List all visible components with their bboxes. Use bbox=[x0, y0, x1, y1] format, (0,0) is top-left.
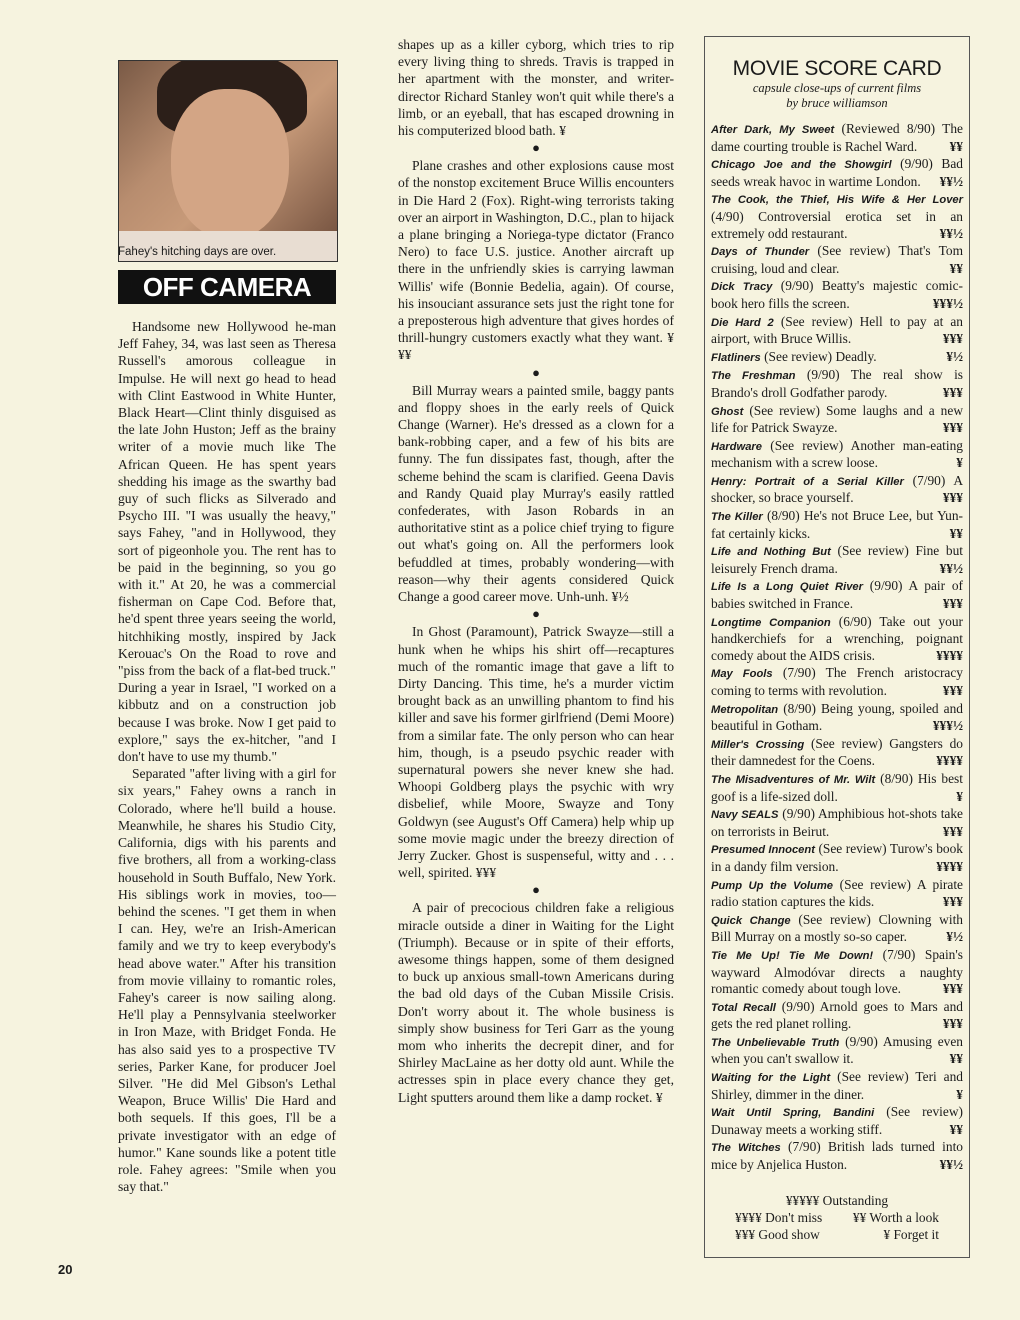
scorecard-entry bbox=[711, 1069, 963, 1103]
entry-text: (7/90) A shocker, so brace yourself. bbox=[711, 472, 963, 506]
entry-text: (8/90) He's not Bruce Lee, but Yun-fat certainly kicks. bbox=[711, 508, 963, 541]
entry-text: (9/90) Amphibious hot-shots take on terrorists in Beirut. bbox=[711, 806, 964, 839]
entry-title: Chicago Joe and the Showgirl bbox=[711, 159, 892, 172]
entry-rating: ¥¥½ bbox=[939, 1157, 963, 1173]
entry-text: (7/90) Spain's wayward Almodóvar directs a naughty romantic comedy about tough love. bbox=[711, 946, 963, 997]
scorecard-entry bbox=[711, 438, 963, 472]
entry-title: Life Is a Long Quiet River bbox=[711, 581, 864, 594]
entry-text: (See review) That's Tom cruising, loud and clear. bbox=[711, 243, 963, 276]
entry-rating: ¥¥¥¥ bbox=[936, 858, 963, 874]
entry-title: Days of Thunder bbox=[711, 246, 810, 259]
scorecard-entry bbox=[711, 1104, 963, 1138]
entry-rating: ¥¥½ bbox=[939, 173, 963, 189]
entry-title: After Dark, My Sweet bbox=[711, 124, 835, 136]
entry-title: Henry: Portrait of a Serial Killer bbox=[711, 475, 904, 488]
entry-text: (See review) Gangsters do their damnedest for the Coens. bbox=[711, 735, 963, 769]
entry-text: (9/90) A pair of babies switched in France. bbox=[711, 578, 963, 612]
entry-rating: ¥¥¥ bbox=[942, 596, 963, 612]
entry-text: (9/90) Amusing even when you can't swallow it. bbox=[711, 1033, 963, 1067]
photo-face bbox=[171, 89, 289, 239]
scorecard-entry bbox=[711, 314, 963, 348]
entry-title: Total Recall bbox=[711, 1001, 776, 1014]
entry-rating: ¥¥¥ bbox=[942, 823, 963, 839]
article-paragraph: Separated "after living with a girl for six years," Fahey owns a ranch in Colorado, where he'll build a house. Meanwhile, he shares his Studio City, California, digs with his parents and five brothers, all from a working-class household in South Buffalo, New York. His siblings work in movies, too—behind the scenes. "I get them in when I can. Hey, we're an Irish-American family and we try to keep everybody's head above water." After his transition from movie villainy to romantic roles, Fahey's career is now sailing along. He'll play a Pennsylvania steelworker in Iron Maze, with Bridget Fonda. He has also said yes to a prospective TV series, Parker Kane, for producer Joel Silver. "He did Mel Gibson's Lethal Weapon, Bruce Willis' Die Hard and both sequels. If this goes, I'll be a private investigator with an edge of humor." Kane sounds like a potent title role. Fahey agrees: "Smile when you say that." bbox=[118, 766, 336, 1195]
entry-title: Die Hard 2 bbox=[711, 316, 774, 329]
entry-rating: ¥¥¥½ bbox=[932, 295, 963, 311]
scorecard-entry bbox=[711, 403, 963, 437]
entry-rating: ¥ bbox=[956, 1086, 963, 1102]
entry-text: (7/90) The French aristocracy coming to terms with revolution. bbox=[711, 665, 963, 698]
legend-worth-look: ¥¥ Worth a look bbox=[852, 1209, 939, 1225]
entry-rating: ¥¥¥ bbox=[942, 384, 963, 400]
scorecard-entry bbox=[711, 841, 963, 875]
entry-text: (See review) Clowning with Bill Murray on a mostly so-so caper. bbox=[711, 911, 963, 945]
entry-text: (8/90) Being young, spoiled and beautiful in Gotham. bbox=[711, 700, 963, 734]
scorecard-entry bbox=[711, 508, 963, 542]
section-banner: OFF CAMERA bbox=[118, 270, 336, 304]
entry-title: Metropolitan bbox=[711, 703, 779, 716]
entry-text: (9/90) The real show is Brando's droll Godfather parody. bbox=[711, 367, 964, 400]
entry-title: The Unbelievable Truth bbox=[711, 1036, 840, 1049]
entry-text: (7/90) British lads turned into mice by Anjelica Huston. bbox=[711, 1139, 963, 1173]
entry-rating: ¥¥¥ bbox=[942, 1016, 963, 1032]
entry-text: (See review) Some laughs and a new life for Patrick Swayze. bbox=[711, 402, 963, 436]
separator-bullet: ● bbox=[532, 140, 540, 156]
entry-rating: ¥¥¥ bbox=[942, 981, 963, 997]
review-paragraph: Bill Murray wears a painted smile, baggy pants and floppy shoes in the early reels of Quick Change (Warner). He's dressed as a clown for a bank-robbing caper, and a few of his bits are funny. The fun dissipates fast, though, after the scheme behind the scam is clarified. Geena Davis and Randy Quaid play Murray's easily rattled confederates, with Jason Robards in an authoritative stint as a police chief trying to figure out what's going on. All the performers look befuddled at times, probably wondering—with reason—why their agents considered Quick Change a good career move. Unh-unh. ¥½ bbox=[398, 382, 674, 605]
scorecard-entry bbox=[711, 947, 963, 998]
scorecard-entry bbox=[711, 877, 963, 911]
entry-text: (See review) Another man-eating mechanism with a screw loose. bbox=[711, 437, 963, 471]
entry-title: Navy SEALS bbox=[711, 809, 779, 822]
scorecard-entry bbox=[711, 771, 963, 805]
legend-good-show: ¥¥¥ Good show bbox=[735, 1226, 820, 1242]
entry-rating: ¥¥ bbox=[949, 525, 963, 541]
entry-rating: ¥¥ bbox=[949, 1121, 963, 1137]
entry-title: Presumed Innocent bbox=[711, 844, 815, 857]
scorecard-entry bbox=[711, 912, 963, 946]
entry-title: The Witches bbox=[711, 1142, 781, 1155]
entry-title: Quick Change bbox=[711, 914, 791, 927]
entry-text: (See review) Deadly. bbox=[760, 348, 877, 364]
rating-legend bbox=[711, 1192, 963, 1243]
entry-text: (9/90) Beatty's majestic comic-book hero fills the screen. bbox=[711, 278, 963, 311]
entry-title: The Misadventures of Mr. Wilt bbox=[711, 773, 876, 786]
scorecard-entry bbox=[711, 806, 963, 840]
entry-title: Ghost bbox=[711, 405, 744, 418]
review-paragraph: shapes up as a killer cyborg, which tries to rip every living thing to shreds. Travis is trapped in her apartment with the monster, and writer-director Richard Stanley won't quit while there's a limb, or an eyeball, that has escaped drowning in his computerized blood bath. ¥ bbox=[398, 37, 674, 139]
legend-forget-it: ¥ Forget it bbox=[883, 1226, 939, 1242]
entry-rating: ¥¥¥ bbox=[942, 490, 963, 506]
entry-title: Life and Nothing But bbox=[711, 546, 831, 559]
entry-title: Hardware bbox=[711, 440, 762, 453]
scorecard-title: MOVIE SCORE CARD bbox=[732, 57, 942, 80]
scorecard-entry bbox=[711, 614, 963, 665]
scorecard-entry bbox=[711, 121, 963, 155]
scorecard-entry bbox=[711, 665, 963, 699]
entry-title: The Cook, the Thief, His Wife & Her Lover bbox=[711, 194, 963, 207]
photo-caption: Fahey's hitching days are over. bbox=[118, 246, 277, 258]
entry-title: Wait Until Spring, Bandini bbox=[711, 1107, 875, 1120]
scorecard-entry bbox=[711, 349, 963, 367]
entry-rating: ¥¥ bbox=[949, 138, 963, 154]
entry-rating: ¥ bbox=[956, 455, 963, 471]
entry-text: (4/90) Controversial erotica set in an extremely odd restaurant. bbox=[711, 208, 963, 241]
legend-outstanding: ¥¥¥¥¥ Outstanding bbox=[785, 1192, 889, 1208]
entry-rating: ¥¥¥ bbox=[942, 331, 963, 347]
entry-title: Longtime Companion bbox=[711, 616, 831, 629]
scorecard-entry bbox=[711, 701, 963, 735]
scorecard-entry bbox=[711, 1139, 963, 1173]
entry-title: Pump Up the Volume bbox=[711, 879, 834, 892]
entry-title: Flatliners bbox=[711, 351, 761, 364]
entry-title: Waiting for the Light bbox=[711, 1072, 831, 1085]
entry-rating: ¥¥¥¥ bbox=[936, 647, 963, 663]
scorecard-entries bbox=[711, 121, 963, 1174]
entry-rating: ¥¥½ bbox=[939, 560, 963, 576]
scorecard-entry bbox=[711, 367, 963, 401]
entry-text: (See review) Teri and Shirley, dimmer in the diner. bbox=[711, 1069, 963, 1102]
scorecard-subtitle: capsule close-ups of current films bbox=[752, 81, 922, 95]
scorecard-entry bbox=[711, 999, 963, 1033]
legend-dont-miss: ¥¥¥¥ Don't miss bbox=[735, 1209, 823, 1225]
movie-score-card bbox=[704, 36, 970, 1258]
scorecard-entry bbox=[711, 543, 963, 577]
page-number: 20 bbox=[58, 1262, 73, 1277]
scorecard-entry bbox=[711, 191, 963, 242]
entry-rating: ¥¥¥ bbox=[942, 683, 963, 698]
scorecard-entry bbox=[711, 736, 963, 770]
entry-rating: ¥¥ bbox=[949, 1051, 963, 1067]
entry-text: (9/90) Bad seeds wreak havoc in wartime London. bbox=[711, 156, 964, 189]
entry-rating: ¥½ bbox=[946, 348, 963, 364]
article-paragraph: Handsome new Hollywood he-man Jeff Fahey, 34, was last seen as Theresa Russell's amorous colleague in Impulse. He will next go head to head with Clint Eastwood in White Hunter, Black Heart—Clint thinly disguised as the late John Huston; Jeff as the brainy writer of a movie much like The African Queen. He has spent years shedding his image as the swarthy bad guy of such flicks as Silverado and Psycho III. "I was usually the heavy," says Fahey, "and in Hollywood, they sort of pigeonhole you. The rent has to be paid in the beginning, so you go with it." At 20, he was a commercial fisherman on Cape Cod. Before that, he'd spent three years seeing the world, hitchhiking mostly, inspired by Jack Kerouac's On the Road to rove and "piss from the back of a flat-bed truck." During a year in Israel, "I worked on a kibbutz and on a construction job because I was broke. Now I get paid to explore," says the ex-hitcher, "and I don't have to use my thumb." bbox=[118, 319, 336, 765]
entry-title: May Fools bbox=[711, 668, 773, 681]
entry-text: (See review) Dunaway meets a working stiff. bbox=[711, 1104, 963, 1137]
scorecard-entry bbox=[711, 1034, 963, 1068]
entry-rating: ¥¥¥ bbox=[942, 894, 963, 910]
entry-title: Miller's Crossing bbox=[711, 738, 805, 751]
entry-rating: ¥¥ bbox=[949, 260, 963, 276]
entry-text: (6/90) Take out your handkerchiefs for a wrenching, poignant comedy about the AIDS crisis. bbox=[711, 613, 963, 663]
entry-text: (9/90) Arnold goes to Mars and gets the red planet rolling. bbox=[711, 998, 963, 1032]
entry-rating: ¥½ bbox=[946, 929, 963, 945]
entry-rating: ¥¥¥½ bbox=[932, 718, 963, 734]
entry-rating: ¥¥¥ bbox=[942, 420, 963, 436]
entry-text: (See review) A pirate radio station captures the kids. bbox=[711, 876, 963, 910]
scorecard-entry bbox=[711, 243, 963, 277]
review-paragraph: A pair of precocious children fake a religious miracle outside a diner in Waiting for the Light (Triumph). Because or in spite of their efforts, awesome things happen, some of them designed to buck up anxious small-town Americans during the bad old days of the Cuban Missile Crisis. Don't worry about it. The whole business is simply show business for Teri Garr as the young mom who inherits the decrepit diner, and for Shirley MacLaine as her dotty old aunt. While the actresses spin in place every chance they get, Light sputters around them like a damp rocket. ¥ bbox=[398, 900, 674, 1105]
entry-rating: ¥¥¥¥ bbox=[936, 753, 963, 769]
scorecard-byline: by bruce williamson bbox=[786, 96, 888, 110]
scorecard-entry bbox=[711, 578, 963, 612]
review-paragraph: Plane crashes and other explosions cause most of the nonstop excitement Bruce Willis encounters in Die Hard 2 (Fox). Right-wing terrorists taking over an airport in Washington, D.C., plan to hijack a plane bringing a Noriega-type dictator (Franco Nero) to face U.S. justice. Another aircraft up there in the unfriendly skies is carrying lawman Willis' wife (Bonnie Bedelia, again). Of course, his insouciant assurance sets just the right tone for a preposterous high adventure that gives hordes of thrill-hungry customers exactly what they want. ¥¥¥ bbox=[398, 158, 674, 363]
entry-text: (See review) Turow's book in a dandy film version. bbox=[711, 841, 963, 874]
entry-text: (See review) Hell to pay at an airport, with Bruce Willis. bbox=[711, 313, 963, 347]
scorecard-entry bbox=[711, 473, 963, 507]
entry-title: The Freshman bbox=[711, 370, 796, 383]
scorecard-entry bbox=[711, 156, 963, 190]
scorecard-entry bbox=[711, 278, 963, 312]
entry-text: (Reviewed 8/90) The dame courting trouble is Rachel Ward. bbox=[711, 121, 963, 154]
entry-title: The Killer bbox=[711, 511, 763, 524]
entry-rating: ¥ bbox=[956, 788, 963, 804]
separator-bullet: ● bbox=[532, 364, 540, 380]
separator-bullet: ● bbox=[532, 882, 540, 898]
entry-text: (8/90) His best goof is a life-sized doll. bbox=[711, 770, 963, 804]
entry-title: Dick Tracy bbox=[711, 281, 773, 294]
entry-title: Tie Me Up! Tie Me Down! bbox=[711, 949, 874, 962]
separator-bullet: ● bbox=[532, 606, 540, 622]
review-paragraph: In Ghost (Paramount), Patrick Swayze—still a hunk when he whips his shirt off—recaptures much of the romantic image that gave a lift to Dirty Dancing. This time, he's a murder victim brought back as an unwilling phantom to find his killer and save his former girlfriend (Demi Moore) from a similar fate. The only person who can hear him, though, is a pseudo psychic reader with supernatural powers she never knew she had. Whoopi Goldberg plays the psychic with wry disbelief, while Moore, Swayze and Tony Goldwyn (see August's Off Camera) help whip up some movie magic under the breezy direction of Jerry Zucker. Ghost is suspenseful, witty and . . . well, spirited. ¥¥¥ bbox=[398, 624, 674, 881]
entry-rating: ¥¥½ bbox=[939, 225, 963, 241]
entry-text: (See review) Fine but leisurely French drama. bbox=[711, 543, 963, 576]
actor-photo bbox=[118, 60, 338, 262]
